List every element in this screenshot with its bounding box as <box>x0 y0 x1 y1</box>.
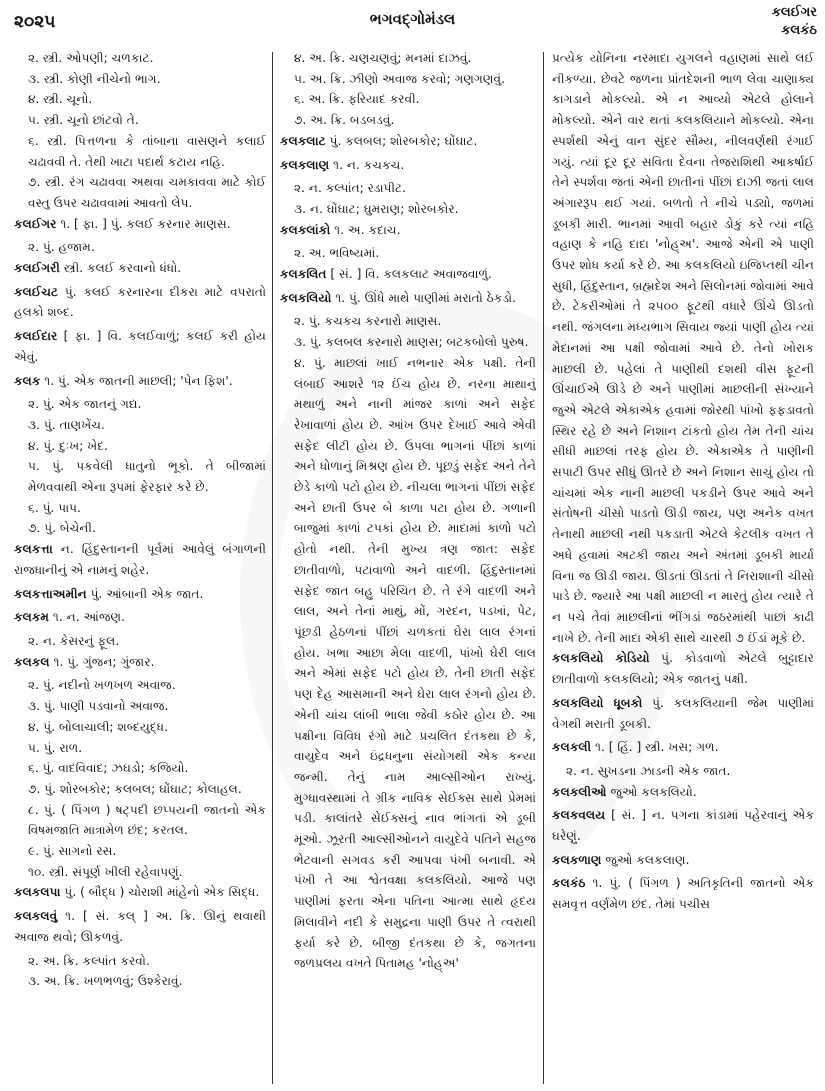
definition-sense: ૭. અ. ક્રિ. બડબડવું. <box>294 113 395 128</box>
guide-word-first: કલઈગર <box>771 5 817 20</box>
headword: કલકંઠ <box>552 876 586 891</box>
dictionary-entry <box>14 882 266 903</box>
definition-sense: ૬. પું. વાદવિવાદ; ઝઘડો; કજિયો. <box>28 761 189 776</box>
definition-sense: ૨. પું. એક જાતનું ગદ્ય. <box>28 397 142 412</box>
definition: ન. હિંદુસ્તાનની પૂર્વમાં આવેલું બંગાળની રાજધાનીનું એ નામનું શહેર. <box>14 542 266 577</box>
definition: ૧. પું. ગુંજન; ગુંજાર. <box>49 654 155 669</box>
headword: કલકલિયો ધૂબકો <box>552 695 643 710</box>
definition: પું. કલઈ કરનારના દીકરા માટે વપરાતો હલકો શબ્દ. <box>14 284 266 320</box>
definition: [ સં. ] ન. પગના કાંડામાં પહેરવાનું એક ઘરેણું. <box>552 808 814 844</box>
definition: જુઓ કલકલિયો. <box>606 784 697 799</box>
headword: કલકલવું <box>14 909 58 924</box>
definition: ૧. [ હિં. ] સ્ત્રી. ખસ; ગળ. <box>591 740 719 755</box>
dictionary-entry <box>280 220 536 241</box>
definition-sense: ૩. સ્ત્રી. કોણી નીચેનો ભાગ. <box>28 71 161 86</box>
definition: [ સં. ] વિ. કલકલાટ અવાજવાળું. <box>326 267 492 282</box>
definition-sense: ૪. અ. ક્રિ. ચણચણવું; મનમાં દાઝવું. <box>294 51 472 65</box>
definition-sense: ૪. પું. બોલાચાલી; શબ્દયુદ્ધ. <box>28 719 168 734</box>
dictionary-entry <box>14 326 266 367</box>
definition: જુઓ કલકલાણ. <box>601 852 690 867</box>
dictionary-entry <box>552 850 814 871</box>
headword: કલકલિત <box>280 267 327 282</box>
page-title: ભગવદ્ગોમંડલ <box>369 10 456 28</box>
dictionary-entry <box>14 258 266 279</box>
definition: પું. કલકલિયાની જેમ પાણીમાં વેગથી મરાતી ડૂબકી. <box>552 695 814 731</box>
definition-sense: ૬. અ. ક્રિ. ફરિયાદ કરવી. <box>294 92 420 107</box>
dictionary-entry <box>14 906 266 947</box>
headword: કલઈગર <box>14 216 57 231</box>
headword: કલકલાંકો <box>280 222 331 237</box>
definition: ૧. [ સં. કલ્ ] અ. ક્રિ. ઊનું થવાથી અવાજ થવો; ઊકળવું. <box>14 909 266 944</box>
dictionary-entry <box>552 873 814 914</box>
dictionary-entry <box>14 607 266 628</box>
dictionary-columns <box>0 48 825 1088</box>
headword: કલઈગરી <box>14 261 60 276</box>
definition: ૧. ન. આંજણ. <box>49 610 125 625</box>
definition-sense: ૧૦. સ્ત્રી. સંપૂર્ણ ખીલી રહેવાપણું. <box>28 864 183 879</box>
definition-sense: ૪. પું. દુઃખ; ખેદ. <box>28 438 108 453</box>
definition-sense: ૩. પું. પાણી પડવાનો અવાજ. <box>28 699 169 714</box>
dictionary-entry <box>14 282 266 323</box>
definition-sense: ૫. અ. ક્રિ. ઝીણો અવાજ કરવો; ગણગણવું. <box>294 71 506 86</box>
definition-sense: ૨. ન. કલ્પાંત; રડાપીટ. <box>294 181 406 196</box>
dictionary-entry <box>14 539 266 580</box>
definition: ૧. [ ફા. ] પું. કલઈ કરનાર માણસ. <box>56 216 231 231</box>
definition-sense: ૫. પું. રાળ. <box>28 740 83 755</box>
headword: કલક <box>14 373 41 388</box>
definition-sense: ૩. પું. કલબલ કરનારો માણસ; બટકબોલો પુરુષ. <box>294 335 529 350</box>
definition-sense: ૨. પું. નદીનો ખળખળ અવાજ. <box>28 678 176 693</box>
definition: [ ફા. ] વિ. કલઈવાળું; કલઈ કરી હોય એવું. <box>14 329 266 364</box>
definition-sense: ૬. સ્ત્રી. પિત્તળના કે તાંબાના વાસણને કલાઈ ચઢાવવી તે. તેથી ખાટા પદાર્થ કટાય નહિ. <box>28 133 266 169</box>
definition-sense: ૫. પું. પકવેલી ધાતુનો ભૂકો. તે બીજામાં મેળવવાથી એના રૂપમાં ફેરફાર કરે છે. <box>28 459 266 495</box>
definition-sense: ૩. પું. તાણખેંચ. <box>28 417 105 432</box>
headword: કલઈદાર <box>14 329 58 344</box>
dictionary-entry <box>552 805 814 846</box>
definition-sense: ૪. પું. માછલાં ખાઈ નભનાર એક પક્ષી. તેની લંબાઈ આશરે ૧૨ ઈંચ હોય છે. નરના માથાનું મથાળું અને નાની માંજર કાળાં અને સફેદ રેખાવાળાં હોય છે. આંખ ઉપર દેખાઈ આવે એવી સફેદ લીટી હોય છે. ઉપલા ભાગનાં પીંછાં કાળાં અને ધોળાનું મિશ્રણ હોય છે. પૂછડું સફેદ અને તેને છેડે કાળો પટો હોય છે. નીચલા ભાગનાં પીંછાં સફેદ અને છાતી ઉપર બે કાળા પટા હોય છે. ગળાની બાજુમાં કાળાં ટપકાં હોય છે. માદામાં કાળો પટો હોતો નથી. તેની મુખ્ય ત્રણ જાત: સફેદ છાતીવાળો, પટાવાળો અને વાદળી. હિંદુસ્તાનમાં સફેદ જાત બહુ પરિચિત છે. તે રંગે વાદળી અને લાલ, અને તેનાં માથું, મોં, ગરદન, પડખાં, પેટ, પૂંછડી હેઠળનાં પીંછાં ચળકતાં ઘેરા લાલ રંગનાં હોય. ખભા આછા મેલા વાદળી, પાંખો ઘેરી લાલ અને એમાં સફેદ પટો હોય છે. તેની છાતી સફેદ પણ દેહ આસમાની અને ઘેરા લાલ રંગનો હોય છે. એની ચાંચ લાંબી ભાલા જેવી કઠોર હોય છે. આ પક્ષીના વિવિધ રંગો માટે પ્રચલિત દંતકથા છે કે, વાયુદેવ અને ઇંદ્રધનુના સંયોગથી એક કન્યા જન્મી. તેનું નામ આલ્સીઓન રાખ્યું. મુગ્ધાવસ્થામાં તે ગ્રીક નાવિક સેઈક્સ સાથે પ્રેમમાં પડી. કાલાંતરે સેઈક્સનું નાવ ભાંગતાં એ ડૂબી મૂઓ. ઝૂરતી આલ્સીઓનને વાયુદેવે પતિને સહજ ભેટવાની સગવડ કરી આપવા પંખી બનાવી. એ પંખી તે આ શ્વેતવક્ષા કલકલિયો. આજે પણ પાણીમાં ફરતા એના પતિના આત્મા સાથે હૃદય મિલાવીને નદી કે સમુદ્રના પાણી ઉપર તે ત્વરાથી ફર્યા કરે છે. બીજી દંતકથા છે કે, જગતના જળપ્રલય વખતે પિતામહ 'નોહ્અ' <box>294 355 536 971</box>
definition-sense: ૮. પું. ( પિંગળ ) ષટ્પદી છપ્પયની જાતનો એક વિષમજાતિ માત્રામેળ છંદ; કરતલ. <box>28 802 266 838</box>
definition-continuation: પ્રત્યેક યોનિના નરમાદા યુગલને વહાણમાં સાથે લઈ નીકળ્યા. છેવટે જળના પ્રાંતદેશની ભાળ લેવા ચાણાક્ય કાગડાને મોકલ્યો. એ ન આવ્યો એટલે હોલાને મોકલ્યો. એને વાર થતાં કલકલિયાને મોકલ્યો. એના સ્પર્શથી એનું વાન સુંદર સૌમ્ય, નીલવર્ણથી રંગાઈ ગયું. ત્યાં દૂર દૂર સવિતા દેવના તેજરાશિથી આકર્ષાઈ તેને સ્પર્શવા જતાં એની છાતીનાં પીંછાં દાઝી જતાં લાલ અંગારરૂપ થઈ ગયાં. બળતો તે નીચે પડ્યો, જળમાં ડૂબકી મારી. ભાનમાં આવી બહાર ડોકું કરે ત્યાં નહિ વહાણ કે નહિ દાદા 'નોહ્અ'. આજે એની એ પાણી ઉપર શોધ કર્યા કરે છે. આ કલકલિયો ઇજિપ્તથી ચીન સુધી, હિંદુસ્તાન, બ્રહ્મદેશ અને સિલોનમાં જોવામાં આવે છે. ટેકરીઓમાં તે ૨૫૦૦ ફૂટથી વધારે ઊંચે ઊડતો નથી. જંગલના મધ્યભાગ સિવાય જ્યાં પાણી હોય ત્યાં મેદાનમાં આ પક્ષી જોવામાં આવે છે. તેનો ખોરાક માછલી છે. પહેલાં તે પાણીથી દશથી વીસ ફૂટની ઊંચાઈએ ઊડે છે અને પાણીમાં માછલીની સંખ્યાને જુએ એટલે એકાએક હવામાં જોરથી પાંખો ફફડાવતો સ્થિર રહે છે અને નિશાન ટાંકતો હોય તેમ તેની ચાંચ સીધી માછલાં તરફ હોય છે. એકાએક તે પાણીની સપાટી ઉપર સીધું ઊતરે છે અને નિશાન સાચું હોય તો ચાંચમાં એક નાની માછલી પકડીને ઉપર આવે અને સંતોષની ચીસો પાડતો ઊડી જાય, પણ અનેક વખત તેનાથી માછલી નથી પકડાતી એટલે કેટલીક વખત તે અધે હવામાં અટકી જાય અને અંતમાં ડૂબકી માર્યા વિના જ ઊડી જાય. ઊડતાં ઊડતાં તે નિરાશાની ચીસો પાડે છે. જ્યારે આ પક્ષી માછલી ન મારતું હોય ત્યારે તે ન પચે તેવાં માછલીનાં ભીંગડાં જઠરમાંથી પાછાં કાઢી નાખે છે. તેની માદા એકી સાથે ચારથી ૭ ઈંડાં મૂકે છે. <box>552 51 814 645</box>
guide-word-last: કલકંઠ <box>781 23 817 38</box>
page-number: ૨૦૨૫ <box>14 12 56 32</box>
headword: કલકલાટ <box>280 133 326 148</box>
headword: કલકત્તાઅમીન <box>14 586 87 601</box>
definition-sense: ૨. સ્ત્રી. ઓપણી; ચળકાટ. <box>28 51 154 65</box>
definition: પું. આંબાની એક જાત. <box>86 586 204 601</box>
page-header <box>0 0 825 48</box>
dictionary-entry <box>14 214 266 235</box>
definition-sense: ૭. સ્ત્રી. રંગ ચઢાવવા અથવા ચમકાવવા માટે કોઈ વસ્તુ ઉપર ચઢાવવામાં આવતો લેપ. <box>28 175 266 210</box>
definition-sense: ૯. પું. સાગનો રસ. <box>28 844 117 859</box>
guide-words <box>772 4 817 40</box>
headword: કલકલીઓ <box>552 784 607 799</box>
definition: ૧. પું. ( પિંગળ ) અતિકૃતિની જાતનો એક સમવૃત્ત વર્ણમેળ છંદ. તેમાં પચીસ <box>552 876 814 912</box>
dictionary-entry <box>14 652 266 673</box>
dictionary-entry <box>280 264 536 285</box>
definition-sense: ૩. અ. ક્રિ. ખળભળવું; ઉશ્કેરાવું. <box>28 974 183 989</box>
headword: કલકલિયો <box>280 290 332 305</box>
definition-sense: ૬. પું. પાપ. <box>28 500 81 515</box>
dictionary-entry <box>552 782 814 803</box>
dictionary-entry <box>280 131 536 152</box>
column-left <box>14 48 266 1088</box>
definition: પું. કલબલ; શોરબકોર; ઘોંઘાટ. <box>325 133 478 148</box>
column-divider <box>272 52 273 1084</box>
headword: કલકલ <box>14 654 50 669</box>
definition: ૧. પું. ઊંધે માથે પાણીમાં મરાતો ઠેકડો. <box>331 290 516 305</box>
dictionary-entry <box>552 737 814 758</box>
definition-sense: ૨. અ. ભવિષ્યમાં. <box>294 246 380 261</box>
definition-sense: ૫. સ્ત્રી. ચૂનો છાંટવો તે. <box>28 113 139 128</box>
dictionary-entry <box>14 584 266 605</box>
headword: કલકલિયો કોડિયો <box>552 651 650 666</box>
column-right <box>552 48 814 1088</box>
headword: કલકમ <box>14 610 50 625</box>
headword: કલકલાણ <box>280 157 330 172</box>
definition: ૧. અ. કદાચ. <box>330 222 401 237</box>
column-divider <box>543 52 544 1084</box>
definition-sense: ૨. ન. કેસરનું ફૂલ. <box>28 633 120 648</box>
headword: કલકવલય <box>552 808 606 823</box>
dictionary-entry <box>280 155 536 176</box>
headword: કલકલપા <box>14 885 61 900</box>
headword: કલકત્તા <box>14 542 53 557</box>
definition-sense: ૩. ન. ઘોંઘાટ; ઘુમરાણ; શોરબકોર. <box>294 201 459 216</box>
definition-sense: ૨. અ. ક્રિ. કલ્પાંત કરવો. <box>28 953 150 968</box>
definition-sense: ૨. પું. કચકચ કરનારો માણસ. <box>294 314 442 329</box>
definition-sense: ૨. પું. હજામ. <box>28 240 95 255</box>
definition: પું. ( બૌદ્ધ ) ચોરાશી માંહેનો એક સિદ્ધ. <box>60 885 260 900</box>
definition-sense: ૪. સ્ત્રી. ચૂનો. <box>28 92 93 107</box>
headword: કલકલી <box>552 740 592 755</box>
dictionary-entry <box>552 648 814 689</box>
headword: કલઈચટ <box>14 284 59 299</box>
definition-sense: ૭. પું. બેચેની. <box>28 521 96 536</box>
headword: કલકળાણ <box>552 852 602 867</box>
definition: સ્ત્રી. કલઈ કરવાનો ધંધો. <box>59 261 182 276</box>
definition: ૧. ન. કચકચ. <box>329 157 405 172</box>
dictionary-entry <box>280 288 536 309</box>
definition: ૧. પું. એક જાતની માછલી; 'પેન ફિશ'. <box>40 373 233 388</box>
definition: પું. કોડવાળો એટલે બુટ્ટાદાર છાતીવાળો કલકલિયો; એક જાતનું પક્ષી. <box>552 651 814 687</box>
dictionary-entry <box>14 371 266 392</box>
dictionary-entry <box>552 693 814 734</box>
definition-sense: ૭. પું. શોરબકોર; કલબલ; ઘોંઘાટ; કોલાહલ. <box>28 781 242 796</box>
definition-sense: ૨. ન. સુખડના ઝાડની એક જાત. <box>566 763 731 778</box>
column-middle <box>280 48 536 1088</box>
